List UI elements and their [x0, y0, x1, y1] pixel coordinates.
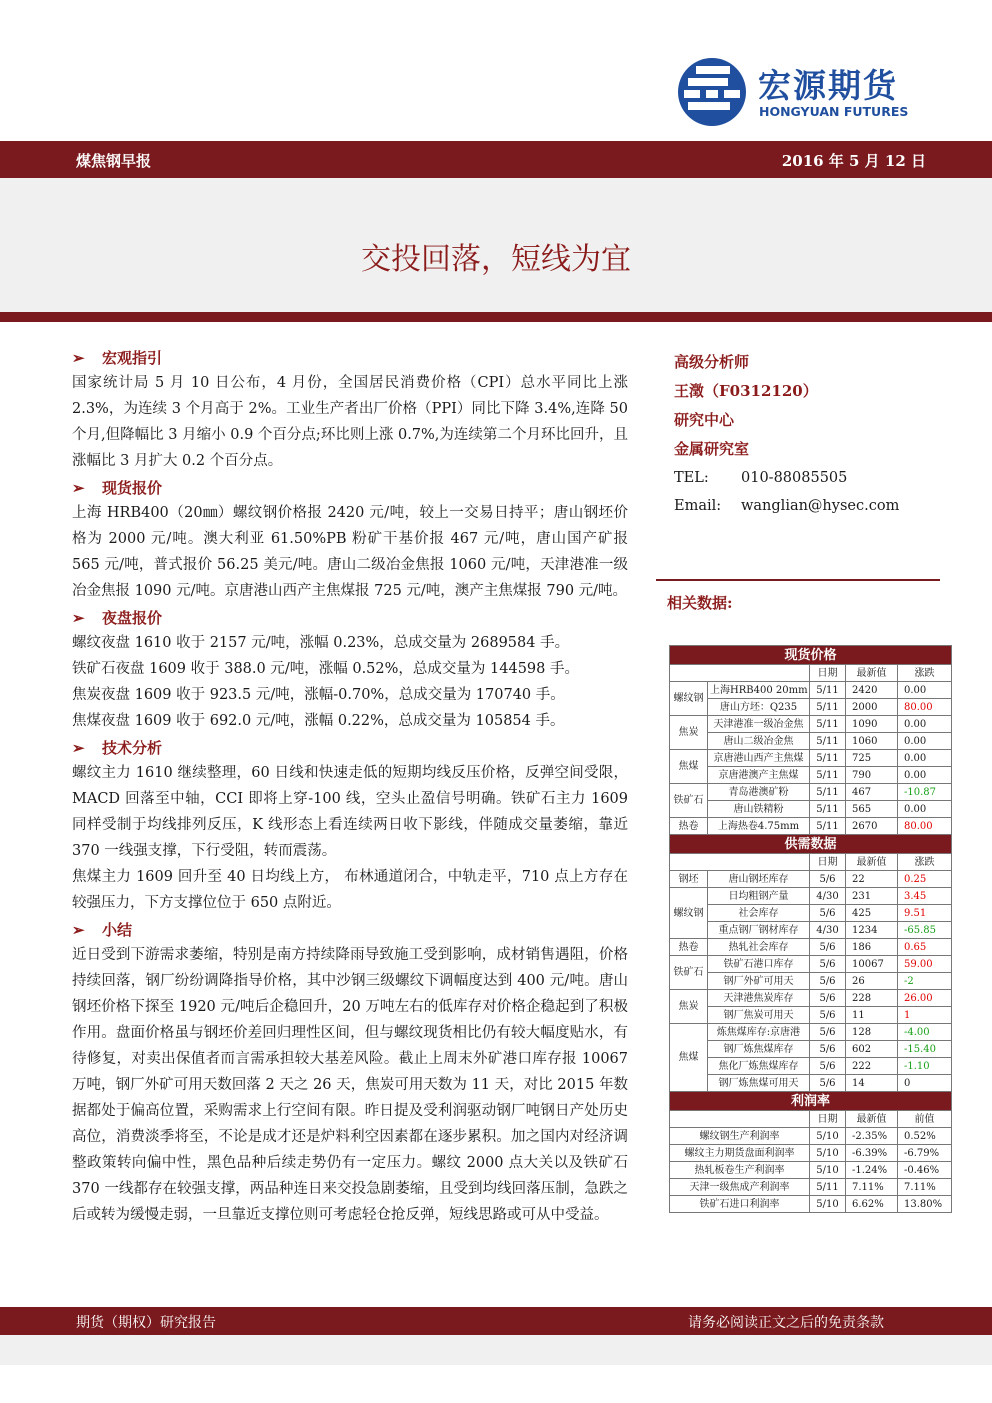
group-label: 钢坯 — [670, 871, 708, 888]
group-label: 焦煤 — [670, 750, 708, 784]
date-cell: 5/11 — [810, 1179, 846, 1196]
date-cell: 5/11 — [810, 818, 846, 835]
value-cell: 1060 — [846, 733, 898, 750]
analyst-dept: 研究中心 — [674, 411, 735, 429]
change-cell: -10.87 — [898, 784, 952, 801]
item-cell: 钢厂外矿可用天 — [708, 973, 810, 990]
page-title: 交投回落，短线为宜 — [361, 242, 631, 277]
footer-bottom — [0, 1335, 992, 1365]
value-cell: 467 — [846, 784, 898, 801]
footer-left: 期货（期权）研究报告 — [76, 1315, 216, 1331]
table-row — [670, 750, 952, 767]
value-cell: 565 — [846, 801, 898, 818]
table-row — [670, 1058, 952, 1075]
value-cell: 26 — [846, 973, 898, 990]
change-cell: 0.00 — [898, 750, 952, 767]
table-row — [670, 956, 952, 973]
table-header-cell: 最新值 — [846, 1111, 898, 1128]
table-row — [670, 1145, 952, 1162]
change-cell: 0.00 — [898, 767, 952, 784]
market-data-table — [669, 645, 952, 1213]
date-cell: 5/6 — [810, 973, 846, 990]
section-heading-night: ➢ 夜盘报价 — [72, 606, 628, 630]
prev-cell: 7.11% — [898, 1179, 952, 1196]
value-cell: 425 — [846, 905, 898, 922]
value-cell: 1090 — [846, 716, 898, 733]
date-cell: 5/6 — [810, 1058, 846, 1075]
change-cell: 0.00 — [898, 716, 952, 733]
section-paragraph: 上海 HRB400（20㎜）螺纹钢价格报 2420 元/吨，较上一交易日持平；唐山钢坯价格为 2000 元/吨。澳大利亚 61.50%PB 粉矿干基价报 467 元/吨，唐山国产矿报 565 元/吨，普式报价 56.25 美元/吨。唐山二级冶金焦报 1060 元/吨，天津港准一级冶金焦报 1090 元/吨。京唐港山西产主焦煤报 725 元/吨，澳产主焦煤报 790 元/吨。 — [72, 505, 628, 599]
table-row — [670, 1196, 952, 1213]
related-data-label: 相关数据: — [667, 594, 733, 612]
analyst-name: 王澂（F0312120） — [674, 382, 818, 400]
value-cell: 6.62% — [846, 1196, 898, 1213]
change-cell: 80.00 — [898, 699, 952, 716]
table-row — [670, 784, 952, 801]
item-cell: 铁矿石进口利润率 — [670, 1196, 810, 1213]
item-cell: 天津港准一级冶金焦 — [708, 716, 810, 733]
profit-margin-section — [670, 1092, 952, 1111]
date-cell: 5/6 — [810, 939, 846, 956]
analyst-email[interactable]: Email: wanglian@hysec.com — [674, 498, 900, 514]
supply-demand-section-title: 供需数据 — [670, 835, 952, 854]
change-cell: 9.51 — [898, 905, 952, 922]
table-header-row — [670, 1111, 952, 1128]
table-header-blank — [670, 665, 810, 682]
item-cell: 京唐港山西产主焦煤 — [708, 750, 810, 767]
date-cell: 5/10 — [810, 1196, 846, 1213]
item-cell: 钢厂炼焦煤可用天 — [708, 1075, 810, 1092]
table-row — [670, 1179, 952, 1196]
item-cell: 钢厂炼焦煤库存 — [708, 1041, 810, 1058]
item-cell: 日均粗钢产量 — [708, 888, 810, 905]
table-header-row — [670, 665, 952, 682]
table-row — [670, 716, 952, 733]
change-cell: -15.40 — [898, 1041, 952, 1058]
group-label: 螺纹钢 — [670, 682, 708, 716]
date-cell: 4/30 — [810, 922, 846, 939]
table-header-cell: 涨跌 — [898, 665, 952, 682]
item-cell: 天津一级焦成产利润率 — [670, 1179, 810, 1196]
value-cell: 790 — [846, 767, 898, 784]
prev-cell: 13.80% — [898, 1196, 952, 1213]
value-cell: 128 — [846, 1024, 898, 1041]
section-paragraph: 近日受到下游需求萎缩，特别是南方持续降雨导致施工受到影响，成材销售遇阻，价格持续回落，钢厂纷纷调降指导价格，其中沙钢三级螺纹下调幅度达到 400 元/吨。唐山钢坯价格下探至 1920 元/吨后企稳回升，20 万吨左右的低库存对价格企稳起到了积极作用。盘面价格虽与钢坯价差回归理性区间，但与螺纹现货相比仍有较大幅度贴水，有待修复，对卖出保值者而言需承担较大基差风险。截止上周末外矿港口库存报 10067 万吨，钢厂外矿可用天数回落 2 天之 26 天，焦炭可用天数为 11 天，对比 2015 年数据都处于偏高位置，采购需求上行空间有限。昨日提及受利润驱动钢厂吨钢日产处历史高位，消费淡季将至，不论是成才还是炉料利空因素都在逐步累积。加之国内对经济调整政策转向偏中性，黑色品种后续走势仍有一定压力。螺纹 2000 点大关以及铁矿石 370 一线都存在较强支撑，两品种连日来交投急剧萎缩，且受到均线回落压制，急跌之后或转为缓慢走弱，一旦靠近支撑位则可考虑轻仓抢反弹，短线思路或可从中受益。 — [72, 947, 628, 1223]
item-cell: 重点钢厂钢材库存 — [708, 922, 810, 939]
date-cell: 5/11 — [810, 699, 846, 716]
analyst-title: 高级分析师 — [674, 353, 750, 371]
section-paragraph: 焦炭夜盘 1609 收于 923.5 元/吨，涨幅-0.70%，总成交量为 170740 手。 — [72, 687, 565, 703]
group-label: 铁矿石 — [670, 956, 708, 990]
value-cell: -2.35% — [846, 1128, 898, 1145]
table-header-row — [670, 854, 952, 871]
report-type: 煤焦钢早报 — [76, 152, 152, 170]
date-cell: 5/10 — [810, 1162, 846, 1179]
hongyuan-logo-icon — [676, 56, 748, 128]
change-cell: 0.00 — [898, 682, 952, 699]
table-header-cell: 日期 — [810, 665, 846, 682]
date-cell: 5/6 — [810, 905, 846, 922]
item-cell: 热轧板卷生产利润率 — [670, 1162, 810, 1179]
item-cell: 天津港焦炭库存 — [708, 990, 810, 1007]
report-date: 2016 年 5 月 12 日 — [781, 152, 926, 170]
table-header-cell: 日期 — [810, 854, 846, 871]
value-cell: -1.24% — [846, 1162, 898, 1179]
arrow-icon: ➢ — [72, 921, 85, 939]
analyst-info — [674, 348, 934, 520]
value-cell: 1234 — [846, 922, 898, 939]
section-paragraph: 螺纹主力 1610 继续整理，60 日线和快速走低的短期均线反压价格，反弹空间受限，MACD 回落至中轴，CCI 即将上穿-100 线，空头止盈信号明确。铁矿石主力 1609 同样受制于均线排列反压，K 线形态上看连续两日收下影线，伴随成交量萎缩，靠近 370 一线强支撑，下行受阻，转而震荡。 — [72, 765, 628, 859]
date-cell: 5/11 — [810, 750, 846, 767]
profit-margin-section-title: 利润率 — [670, 1092, 952, 1111]
section-paragraph: 螺纹夜盘 1610 收于 2157 元/吨，涨幅 0.23%，总成交量为 2689584 手。 — [72, 635, 570, 651]
footer-disclaimer: 请务必阅读正文之后的免责条款 — [688, 1315, 884, 1331]
table-row — [670, 1024, 952, 1041]
date-cell: 5/6 — [810, 1075, 846, 1092]
item-cell: 上海热卷4.75mm — [708, 818, 810, 835]
value-cell: 14 — [846, 1075, 898, 1092]
value-cell: 602 — [846, 1041, 898, 1058]
table-row — [670, 1041, 952, 1058]
table-row — [670, 733, 952, 750]
arrow-icon: ➢ — [72, 739, 85, 757]
prev-cell: -6.79% — [898, 1145, 952, 1162]
date-cell: 5/11 — [810, 682, 846, 699]
change-cell: 3.45 — [898, 888, 952, 905]
group-label: 铁矿石 — [670, 784, 708, 818]
value-cell: 222 — [846, 1058, 898, 1075]
group-label: 焦炭 — [670, 990, 708, 1024]
date-cell: 5/11 — [810, 767, 846, 784]
table-row — [670, 922, 952, 939]
table-row — [670, 871, 952, 888]
group-label: 螺纹钢 — [670, 888, 708, 939]
date-cell: 5/11 — [810, 716, 846, 733]
table-row — [670, 939, 952, 956]
change-cell: 26.00 — [898, 990, 952, 1007]
item-cell: 热轧社会库存 — [708, 939, 810, 956]
date-cell: 5/10 — [810, 1128, 846, 1145]
group-label: 焦煤 — [670, 1024, 708, 1092]
date-cell: 5/6 — [810, 956, 846, 973]
item-cell: 京唐港澳产主焦煤 — [708, 767, 810, 784]
date-cell: 5/11 — [810, 784, 846, 801]
spot-price-section — [670, 646, 952, 665]
change-cell: 0.00 — [898, 801, 952, 818]
supply-demand-section — [670, 835, 952, 854]
value-cell: 2000 — [846, 699, 898, 716]
footer-band — [0, 1307, 992, 1335]
arrow-icon: ➢ — [72, 609, 85, 627]
date-cell: 5/6 — [810, 871, 846, 888]
date-cell: 5/6 — [810, 1007, 846, 1024]
item-cell: 焦化厂炼焦煤库存 — [708, 1058, 810, 1075]
item-cell: 青岛港澳矿粉 — [708, 784, 810, 801]
table-row — [670, 1007, 952, 1024]
item-cell: 炼焦煤库存:京唐港 — [708, 1024, 810, 1041]
table-row — [670, 801, 952, 818]
section-paragraph: 焦煤主力 1609 回升至 40 日均线上方， 布林通道闭合，中轨走平，710 点上方存在较强压力，下方支撑位位于 650 点附近。 — [72, 869, 628, 911]
section-paragraph: 铁矿石夜盘 1609 收于 388.0 元/吨，涨幅 0.52%，总成交量为 144598 手。 — [72, 661, 579, 677]
section-paragraph: 焦煤夜盘 1609 收于 692.0 元/吨，涨幅 0.22%，总成交量为 105854 手。 — [72, 713, 565, 729]
value-cell: 2670 — [846, 818, 898, 835]
title-area — [0, 178, 992, 312]
value-cell: 10067 — [846, 956, 898, 973]
change-cell: 59.00 — [898, 956, 952, 973]
item-cell: 唐山铁精粉 — [708, 801, 810, 818]
arrow-icon: ➢ — [72, 479, 85, 497]
item-cell: 钢厂焦炭可用天 — [708, 1007, 810, 1024]
table-header-cell: 最新值 — [846, 854, 898, 871]
section-heading-summary: ➢ 小结 — [72, 918, 628, 942]
date-cell: 5/10 — [810, 1145, 846, 1162]
table-row — [670, 973, 952, 990]
change-cell: 1 — [898, 1007, 952, 1024]
table-row — [670, 905, 952, 922]
date-cell: 5/11 — [810, 733, 846, 750]
table-header-cell: 最新值 — [846, 665, 898, 682]
item-cell: 唐山钢坯库存 — [708, 871, 810, 888]
item-cell: 铁矿石港口库存 — [708, 956, 810, 973]
value-cell: 228 — [846, 990, 898, 1007]
date-cell: 5/11 — [810, 801, 846, 818]
value-cell: 7.11% — [846, 1179, 898, 1196]
change-cell: 80.00 — [898, 818, 952, 835]
change-cell: -2 — [898, 973, 952, 990]
brand-logo — [676, 52, 926, 132]
spot-price-section-title: 现货价格 — [670, 646, 952, 665]
item-cell: 唐山二级冶金焦 — [708, 733, 810, 750]
date-cell: 4/30 — [810, 888, 846, 905]
value-cell: 2420 — [846, 682, 898, 699]
prev-cell: -0.46% — [898, 1162, 952, 1179]
value-cell: 725 — [846, 750, 898, 767]
item-cell: 上海HRB400 20mm — [708, 682, 810, 699]
table-row — [670, 1162, 952, 1179]
value-cell: -6.39% — [846, 1145, 898, 1162]
change-cell: 0.25 — [898, 871, 952, 888]
table-header-cell: 涨跌 — [898, 854, 952, 871]
value-cell: 231 — [846, 888, 898, 905]
table-row — [670, 682, 952, 699]
section-paragraph: 国家统计局 5 月 10 日公布，4 月份，全国居民消费价格（CPI）总水平同比上涨 2.3%，为连续 3 个月高于 2%。工业生产者出厂价格（PPI）同比下降 3.4%,连降 50 个月,但降幅比 3 月缩小 0.9 个百分点;环比则上涨 0.7%,为连续第二个月环比回升，且涨幅比 3 月扩大 0.2 个百分点。 — [72, 375, 628, 469]
item-cell: 唐山方坯：Q235 — [708, 699, 810, 716]
section-heading-technical: ➢ 技术分析 — [72, 736, 628, 760]
change-cell: -4.00 — [898, 1024, 952, 1041]
table-header-blank — [670, 854, 810, 871]
section-heading-macro: ➢ 宏观指引 — [72, 346, 628, 370]
date-cell: 5/6 — [810, 990, 846, 1007]
table-row — [670, 699, 952, 716]
table-row — [670, 818, 952, 835]
table-row — [670, 1075, 952, 1092]
table-row — [670, 888, 952, 905]
table-header-cell: 前值 — [898, 1111, 952, 1128]
change-cell: 0.00 — [898, 733, 952, 750]
analyst-subdept: 金属研究室 — [674, 440, 750, 458]
table-row — [670, 1128, 952, 1145]
group-label: 热卷 — [670, 939, 708, 956]
item-cell: 社会库存 — [708, 905, 810, 922]
section-heading-spot: ➢ 现货报价 — [72, 476, 628, 500]
table-row — [670, 990, 952, 1007]
date-cell: 5/6 — [810, 1024, 846, 1041]
change-cell: -1.10 — [898, 1058, 952, 1075]
value-cell: 186 — [846, 939, 898, 956]
value-cell: 22 — [846, 871, 898, 888]
main-content — [72, 346, 628, 1230]
table-row — [670, 767, 952, 784]
change-cell: -65.85 — [898, 922, 952, 939]
info-divider — [656, 579, 940, 581]
group-label: 热卷 — [670, 818, 708, 835]
value-cell: 11 — [846, 1007, 898, 1024]
change-cell: 0.65 — [898, 939, 952, 956]
table-header-blank — [670, 1111, 810, 1128]
analyst-tel: TEL: 010-88085505 — [674, 470, 848, 486]
brand-name-cn: 宏源期货 — [758, 66, 898, 105]
table-header-cell: 日期 — [810, 1111, 846, 1128]
item-cell: 螺纹主力期货盘面利润率 — [670, 1145, 810, 1162]
group-label: 焦炭 — [670, 716, 708, 750]
item-cell: 螺纹钢生产利润率 — [670, 1128, 810, 1145]
arrow-icon: ➢ — [72, 349, 85, 367]
title-divider — [0, 312, 992, 322]
change-cell: 0 — [898, 1075, 952, 1092]
date-cell: 5/6 — [810, 1041, 846, 1058]
header-band — [0, 141, 992, 178]
prev-cell: 0.52% — [898, 1128, 952, 1145]
brand-name-en: HONGYUAN FUTURES — [759, 104, 909, 119]
